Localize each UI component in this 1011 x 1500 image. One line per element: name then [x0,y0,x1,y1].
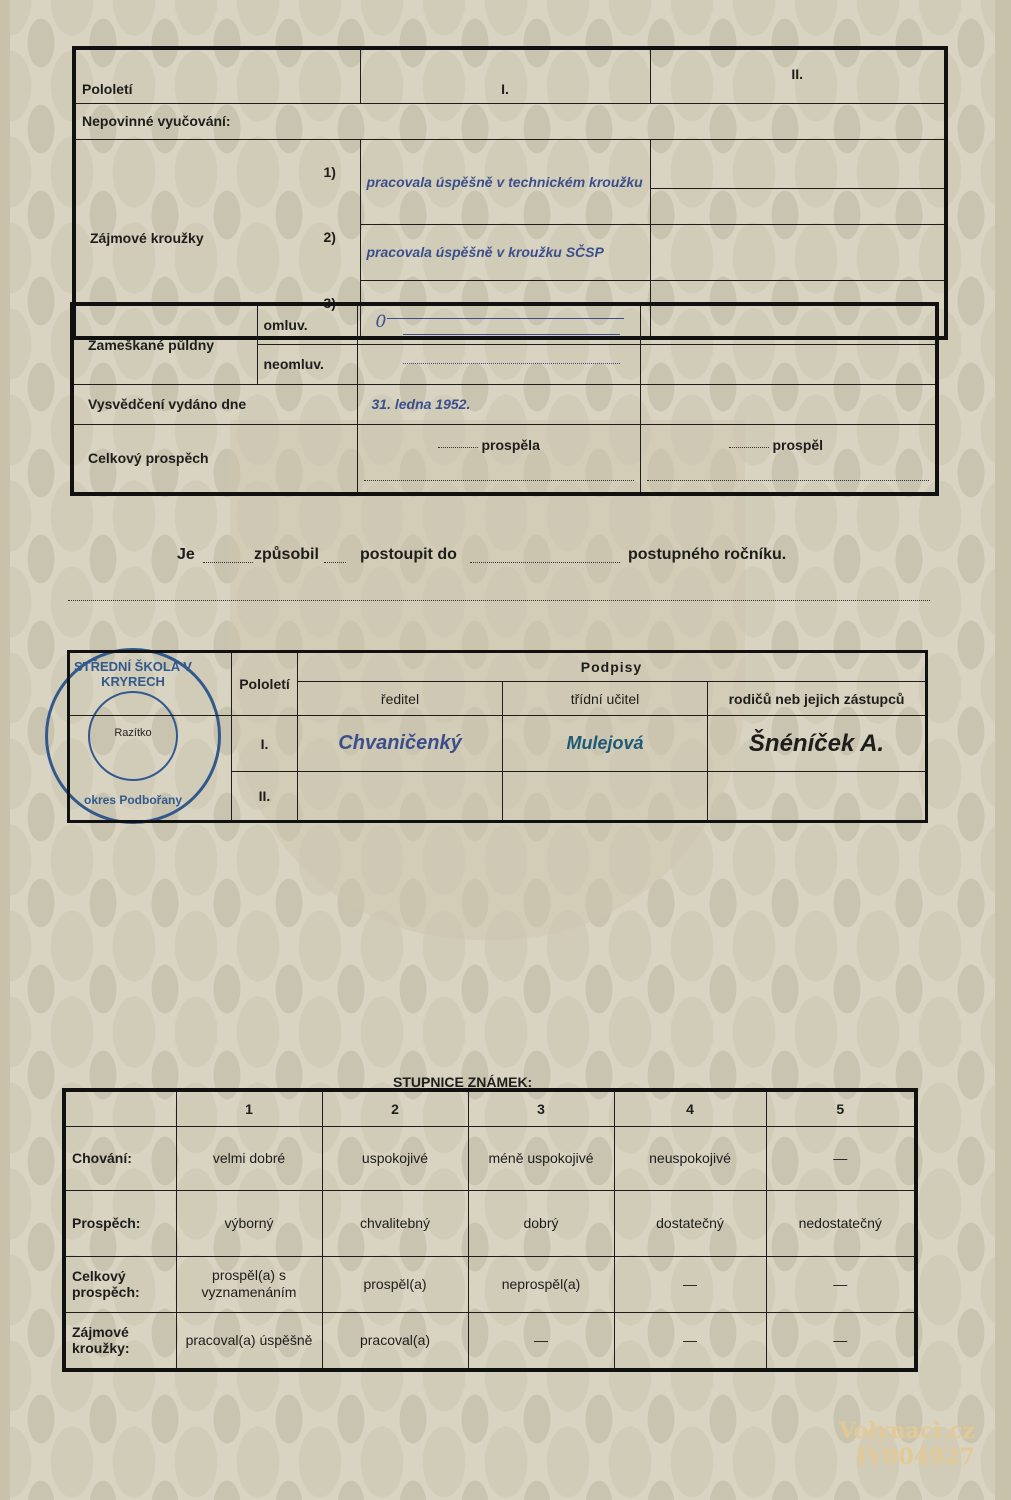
scale-col-3: 3 [468,1090,614,1126]
scale-cell: výborný [176,1190,322,1256]
interest-groups-table [72,46,948,340]
overall-result-label: Celkový prospěch [72,424,357,494]
interest-group-3-sem2 [650,224,946,281]
statement-postupneho: postupného ročníku. [628,546,787,563]
interest-groups-label: Zájmové kroužky [90,229,204,246]
issued-date-value: 31. ledna 1952. [357,384,640,424]
unexcused-value-cell [357,344,640,384]
issued-date-label: Vysvědčení vydáno dne [72,384,357,424]
scale-col-2: 2 [322,1090,468,1126]
signature-director-1: Chvaničenký [298,716,503,772]
row-number-3: 3) [323,294,336,311]
overall-result-sem1-text: prospěla [481,436,540,453]
column-semester-2: II. [650,48,946,103]
scale-corner [64,1090,176,1126]
signature-col-director: ředitel [298,682,503,716]
excused-value: 0 [375,312,387,332]
scale-cell: — [614,1256,766,1312]
excused-sem2 [640,304,937,344]
row-number-2: 2) [323,229,336,246]
stamp-middle-text: Razítko [114,727,152,739]
interest-group-1-value: pracovala úspěšně v technickém kroužku [360,139,650,224]
statement-underline [68,600,930,601]
stamp-area-lower [69,716,232,822]
overall-result-sem2 [640,424,937,494]
signature-row-2-label: II. [232,772,298,822]
scale-cell: — [468,1312,614,1370]
scale-cell: — [766,1312,916,1370]
attendance-table [70,302,939,496]
signatures-table [67,650,928,823]
signature-col-parents: rodičů neb jejich zástupců [708,682,927,716]
scale-cell: uspokojivé [322,1126,468,1190]
signature-director-2 [298,772,503,822]
overall-result-sem2-text: prospěl [772,436,824,453]
scale-cell: prospěl(a) s vyznamenáním [176,1256,322,1312]
grade-scale-title: STUPNICE ZNÁMEK: [393,1074,533,1090]
signatures-header: Podpisy [298,652,927,682]
statement-je: Je [177,546,195,563]
missed-halfdays-label: Zameškané půldny [72,304,257,384]
scale-row-overall-label: Celkový prospěch: [64,1256,176,1312]
grade-scale-table [62,1088,918,1372]
watermark-site: Volynaci.cz [838,1418,975,1444]
scale-cell: — [614,1312,766,1370]
signatures-pololeti-label: Pololetí [232,652,298,716]
scale-cell: dostatečný [614,1190,766,1256]
statement-postoupit: postoupit do [360,546,457,563]
scale-cell: neuspokojivé [614,1126,766,1190]
signature-teacher-1: Mulejová [503,716,708,772]
scale-cell: méně uspokojivé [468,1126,614,1190]
scale-cell: neprospěl(a) [468,1256,614,1312]
interest-group-2-value: pracovala úspěšně v kroužku SČSP [360,224,650,281]
scale-cell: — [766,1256,916,1312]
excused-label: omluv. [257,304,357,344]
signature-col-teacher: třídní učitel [503,682,708,716]
scale-cell: — [766,1126,916,1190]
pololeti-label: Pololetí [74,48,360,103]
watermark-id: IV004927 [855,1444,975,1470]
stamp-top-text: STŘEDNÍ ŠKOLA V KRYRECH [74,659,192,689]
statement-dots-1 [203,562,253,563]
interest-group-1-sem2 [650,139,946,189]
scale-col-5: 5 [766,1090,916,1126]
unexcused-sem2 [640,344,937,384]
scale-cell: pracoval(a) úspěšně [176,1312,322,1370]
scale-cell: velmi dobré [176,1126,322,1190]
statement-dots-3 [470,562,620,563]
scale-cell: chvalitebný [322,1190,468,1256]
scale-cell: pracoval(a) [322,1312,468,1370]
scale-cell: nedostatečný [766,1190,916,1256]
issued-date-sem2 [640,384,937,424]
overall-result-sem1 [357,424,640,494]
interest-group-2-sem2 [650,189,946,224]
statement-zpusobil: způsobil [254,546,319,563]
scale-cell: prospěl(a) [322,1256,468,1312]
signature-parent-1: Šnéníček A. [708,716,927,772]
row-number-1: 1) [323,164,336,181]
unexcused-label: neomluv. [257,344,357,384]
scale-col-4: 4 [614,1090,766,1126]
signature-parent-2 [708,772,927,822]
scale-row-behavior-label: Chování: [64,1126,176,1190]
scale-row-results-label: Prospěch: [64,1190,176,1256]
scale-col-1: 1 [176,1090,322,1126]
signature-row-1-label: I. [232,716,298,772]
scale-row-groups-label: Zájmové kroužky: [64,1312,176,1370]
scale-cell: dobrý [468,1190,614,1256]
column-semester-1: I. [360,48,650,103]
optional-lessons-label: Nepovinné vyučování: [74,103,946,139]
stamp-bottom-text: okres Podbořany [83,793,183,807]
excused-value-cell [357,304,640,344]
statement-dots-2 [324,562,346,563]
signature-teacher-2 [503,772,708,822]
stamp-area [69,652,232,716]
